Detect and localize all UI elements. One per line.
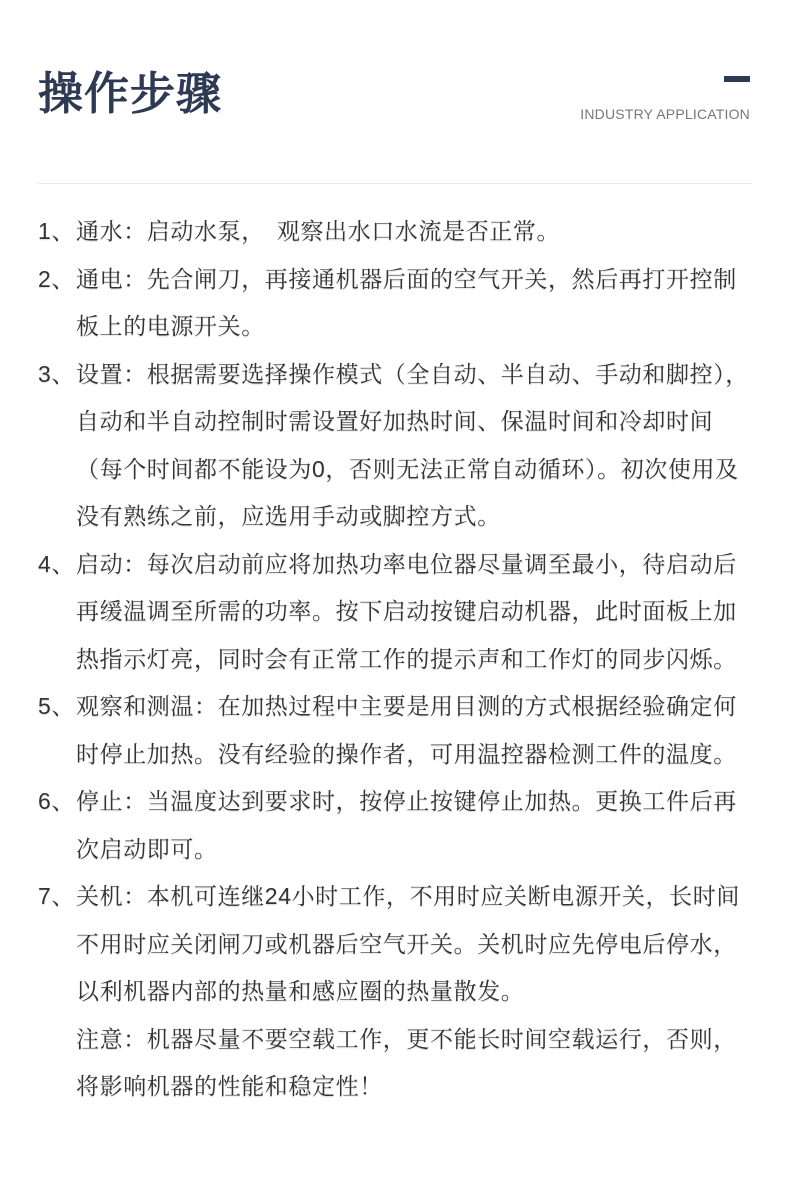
- step-number: 2、: [38, 265, 75, 292]
- step-number: 7、: [38, 883, 75, 909]
- step-text-line: 停止：当温度达到要求时，按停止按键停止加热。更换工件后再: [76, 788, 737, 814]
- header-divider: [38, 183, 752, 184]
- step-text-line: 通水：启动水泵， 观察出水口水流是否正常。: [76, 218, 561, 244]
- step-text-line: 板上的电源开关。: [76, 313, 265, 339]
- step-text-line: 以利机器内部的热量和感应圈的热量散发。: [76, 978, 525, 1004]
- step-item-2: [38, 256, 754, 351]
- step-number: 4、: [38, 550, 75, 577]
- step-text-line: 热指示灯亮，同时会有正常工作的提示声和工作灯的同步闪烁。: [76, 645, 737, 672]
- step-item-1: [38, 208, 754, 256]
- step-text-line: 观察和测温：在加热过程中主要是用目测的方式根据经验确定何: [76, 693, 737, 719]
- step-text-line: 次启动即可。: [76, 835, 218, 862]
- page-title: 操作步骤: [38, 68, 223, 119]
- step-number: 5、: [38, 693, 75, 719]
- note-text: [76, 1016, 754, 1111]
- note-block: [38, 1016, 754, 1111]
- header-right-block: [580, 76, 750, 122]
- page-subtitle: INDUSTRY APPLICATION: [580, 106, 750, 122]
- step-text-line: 再缓温调至所需的功率。按下启动按键启动机器，此时面板上加: [76, 598, 737, 624]
- step-item-5: [38, 683, 754, 778]
- accent-bar: [724, 76, 750, 82]
- note-line: 将影响机器的性能和稳定性！: [76, 1073, 383, 1099]
- step-text: [76, 778, 754, 873]
- step-item-4: [38, 541, 754, 684]
- step-text: [76, 208, 754, 256]
- step-text: [76, 351, 754, 541]
- step-number: 6、: [38, 788, 75, 814]
- step-text: [76, 683, 754, 778]
- step-text: [76, 541, 754, 684]
- step-text-line: 时停止加热。没有经验的操作者，可用温控器检测工件的温度。: [76, 740, 737, 767]
- page-header: [0, 0, 790, 122]
- note-line: 注意：机器尽量不要空载工作，更不能长时间空载运行，否则，: [76, 1025, 737, 1052]
- step-item-6: [38, 778, 754, 873]
- step-number: 1、: [38, 218, 75, 244]
- step-text-line: 启动：每次启动前应将加热功率电位器尽量调至最小，待启动后: [76, 550, 737, 577]
- step-item-7: [38, 873, 754, 1016]
- step-number: 3、: [38, 360, 75, 387]
- step-text-line: 自动和半自动控制时需设置好加热时间、保温时间和冷却时间: [76, 408, 714, 434]
- step-item-3: [38, 351, 754, 541]
- step-text-line: 通电：先合闸刀，再接通机器后面的空气开关，然后再打开控制: [76, 265, 737, 292]
- step-text: [76, 256, 754, 351]
- step-text-line: （每个时间都不能设为0，否则无法正常自动循环）。初次使用及: [76, 455, 739, 482]
- step-text-line: 关机：本机可连继24小时工作，不用时应关断电源开关，长时间: [76, 883, 740, 909]
- step-text: [76, 873, 754, 1016]
- step-text-line: 设置：根据需要选择操作模式（全自动、半自动、手动和脚控），: [76, 360, 749, 387]
- step-text-line: 不用时应关闭闸刀或机器后空气开关。关机时应先停电后停水，: [76, 930, 737, 957]
- step-text-line: 没有熟练之前，应选用手动或脚控方式。: [76, 503, 501, 529]
- steps-list: [0, 208, 790, 1111]
